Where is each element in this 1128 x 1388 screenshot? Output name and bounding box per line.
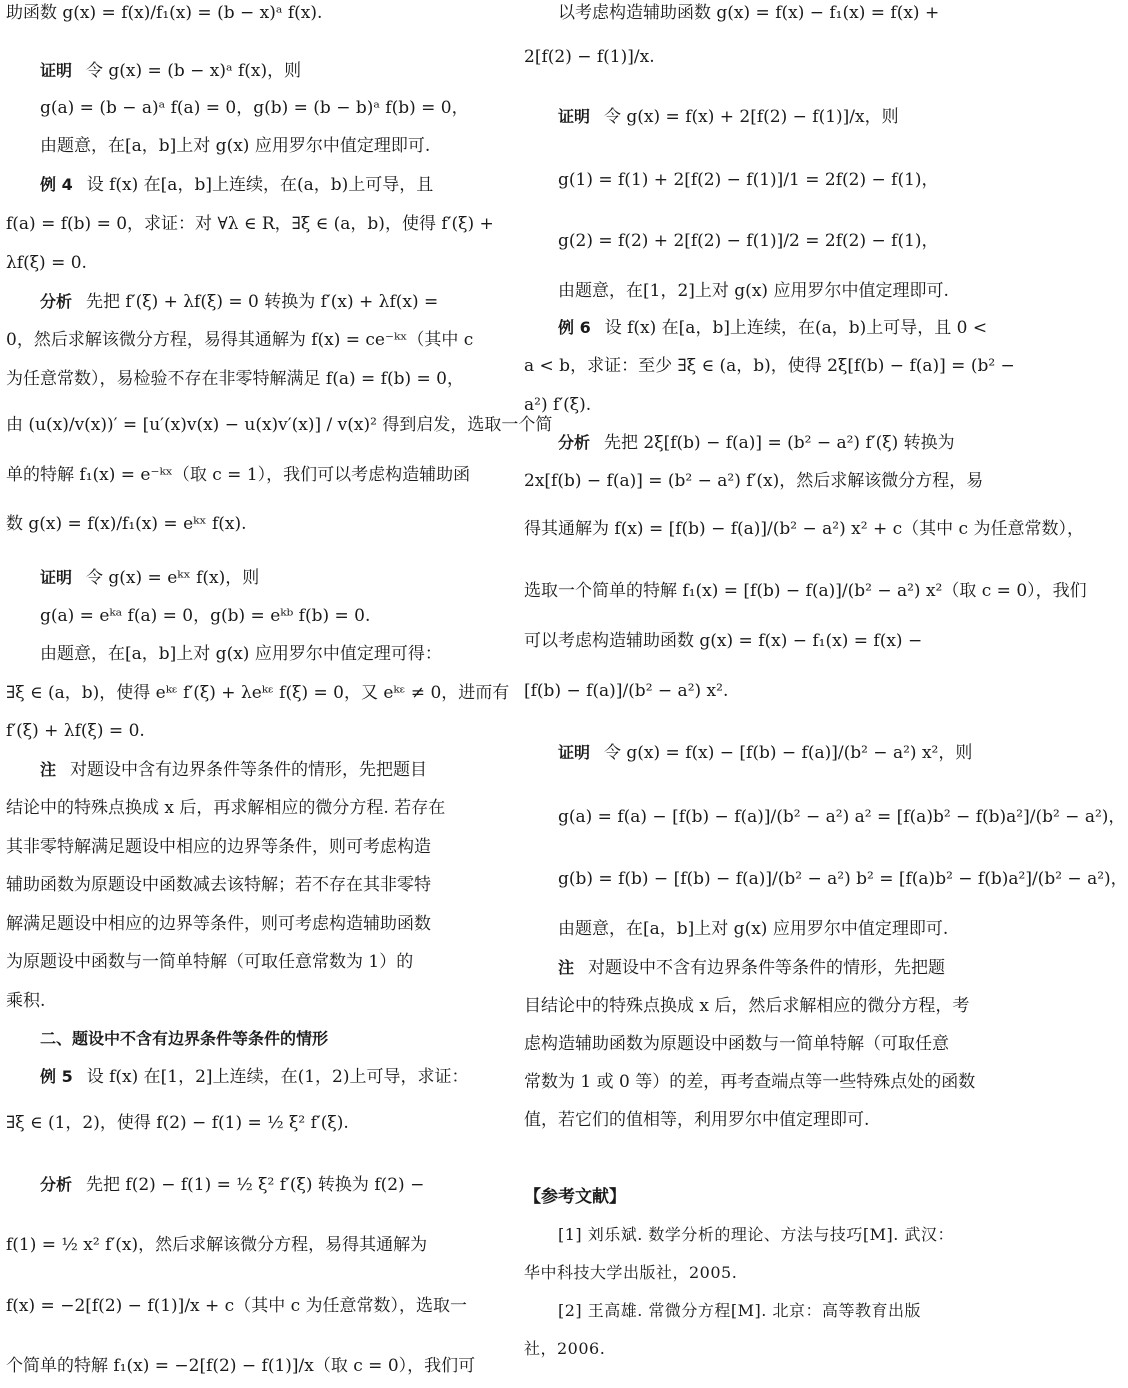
paragraph-text: 由题意，在[a，b]上对 g(x) 应用罗尔中值定理即可. (40, 136, 431, 156)
paragraph-label: 例 5 (40, 1067, 73, 1086)
paragraph-text: 2[f(2) − f(1)]/x. (524, 47, 655, 67)
right-text-line (524, 1184, 996, 1210)
left-text-line (6, 366, 476, 392)
left-text-line (6, 211, 494, 237)
paragraph-text: ∃ξ ∈ (1，2)，使得 f(2) − f(1) = ½ ξ² f′(ξ). (6, 1113, 349, 1133)
paragraph-label: 注 (40, 760, 57, 779)
paragraph-text: 由 (u(x)/v(x))′ = [u′(x)v(x) − u(x)v′(x)] / v(x)² 得到启发，选取一个简 (6, 415, 553, 435)
left-text-line (6, 680, 510, 706)
paragraph-text: a < b，求证：至少 ∃ξ ∈ (a，b)，使得 2ξ[f(b) − f(a)] = (b² − (524, 356, 1015, 376)
right-text-line (524, 804, 1126, 830)
left-text-line (6, 250, 476, 276)
paragraph-text: 以考虑构造辅助函数 g(x) = f(x) − f₁(x) = f(x) + (558, 3, 940, 23)
left-text-line (6, 1110, 476, 1136)
right-text-line (524, 955, 996, 981)
paragraph-label: 分析 (558, 433, 591, 452)
paragraph-text: 可以考虑构造辅助函数 g(x) = f(x) − f₁(x) = f(x) − (524, 631, 923, 651)
left-text-line (6, 795, 476, 821)
paragraph-text: [f(b) − f(a)]/(b² − a²) x². (524, 681, 729, 701)
right-text-line (524, 392, 996, 418)
left-text-line (6, 1064, 476, 1090)
paragraph-text: 目结论中的特殊点换成 x 后，然后求解相应的微分方程，考 (524, 996, 970, 1016)
right-text-line (524, 1336, 996, 1362)
paragraph-text: 对题设中不含有边界条件等条件的情形，先把题 (588, 958, 946, 978)
left-text-line (6, 949, 476, 975)
paragraph-text: 先把 f(2) − f(1) = ½ ξ² f′(ξ) 转换为 f(2) − (86, 1175, 425, 1195)
left-text-line (6, 565, 476, 591)
right-text-line (524, 1031, 996, 1057)
paragraph-text: 为原题设中函数与一简单特解（可取任意常数为 1）的 (6, 952, 414, 972)
left-text-line (6, 1293, 476, 1319)
paragraph-text: 由题意，在[a，b]上对 g(x) 应用罗尔中值定理即可. (558, 919, 949, 939)
references-heading: 【参考文献】 (524, 1187, 626, 1207)
paragraph-text: 由题意，在[a，b]上对 g(x) 应用罗尔中值定理可得： (40, 644, 442, 664)
paragraph-text: 设 f(x) 在[1，2]上连续，在(1，2)上可导，求证： (86, 1067, 469, 1087)
left-text-line (6, 58, 476, 84)
left-text-line (6, 1232, 476, 1258)
paragraph-text: 0，然后求解该微分方程，易得其通解为 f(x) = ce⁻ᵏˣ（其中 c (6, 330, 474, 350)
left-text-line (6, 641, 476, 667)
right-text-line (524, 315, 996, 341)
paragraph-label: 证明 (40, 61, 73, 80)
paragraph-text: 令 g(x) = f(x) − [f(b) − f(a)]/(b² − a²) x²，则 (604, 743, 973, 763)
paragraph-label: 例 4 (40, 175, 73, 194)
left-text-line (6, 1353, 476, 1379)
right-text-line (524, 1260, 996, 1286)
paragraph-label: 证明 (558, 107, 591, 126)
paragraph-text: 结论中的特殊点换成 x 后，再求解相应的微分方程. 若存在 (6, 798, 446, 818)
right-text-line (524, 916, 996, 942)
left-text-line (6, 757, 476, 783)
reference-entry: [1] 刘乐斌. 数学分析的理论、方法与技巧[M]. 武汉： (558, 1225, 954, 1244)
paragraph-text: 设 f(x) 在[a，b]上连续，在(a，b)上可导，且 (86, 175, 434, 195)
paragraph-text: 数 g(x) = f(x)/f₁(x) = eᵏˣ f(x). (6, 514, 247, 534)
right-text-line (524, 468, 996, 494)
left-text-line (6, 462, 476, 488)
paragraph-label: 分析 (40, 292, 73, 311)
paragraph-text: 为任意常数），易检验不存在非零特解满足 f(a) = f(b) = 0， (6, 369, 464, 389)
paragraph-text: f(1) = ½ x² f′(x)，然后求解该微分方程，易得其通解为 (6, 1235, 428, 1255)
left-text-line (6, 872, 476, 898)
left-text-line (6, 988, 476, 1014)
paragraph-text: 令 g(x) = (b − x)ᵃ f(x)，则 (86, 61, 302, 81)
right-text-line (524, 866, 1128, 892)
paragraph-text: 常数为 1 或 0 等）的差，再考查端点等一些特殊点处的函数 (524, 1072, 976, 1092)
paragraph-text: 个简单的特解 f₁(x) = −2[f(2) − f(1)]/x（取 c = 0），我们可 (6, 1356, 476, 1376)
paragraph-label: 分析 (40, 1175, 73, 1194)
paragraph-label: 注 (558, 958, 575, 977)
right-text-line (524, 1069, 996, 1095)
left-text-line (6, 0, 476, 26)
paragraph-text: 由题意，在[1，2]上对 g(x) 应用罗尔中值定理即可. (558, 281, 949, 301)
section-heading: 二、题设中不含有边界条件等条件的情形 (40, 1029, 329, 1048)
paragraph-text: f(x) = −2[f(2) − f(1)]/x + c（其中 c 为任意常数），选取一 (6, 1296, 468, 1316)
right-text-line (524, 0, 996, 26)
paragraph-text: f′(ξ) + λf(ξ) = 0. (6, 721, 145, 741)
paragraph-text: 对题设中含有边界条件等条件的情形，先把题目 (70, 760, 428, 780)
paragraph-text: 设 f(x) 在[a，b]上连续，在(a，b)上可导，且 0 < (604, 318, 988, 338)
paragraph-text: 其非零特解满足题设中相应的边界等条件，则可考虑构造 (6, 837, 431, 857)
reference-entry: 华中科技大学出版社，2005. (524, 1263, 738, 1282)
paragraph-text: a²) f′(ξ). (524, 395, 592, 415)
left-text-line (6, 911, 476, 937)
paragraph-text: 辅助函数为原题设中函数减去该特解；若不存在其非零特 (6, 875, 431, 895)
paragraph-text: 选取一个简单的特解 f₁(x) = [f(b) − f(a)]/(b² − a²) x²（取 c = 0），我们 (524, 581, 1087, 601)
left-text-line (6, 1026, 476, 1052)
paragraph-text: 单的特解 f₁(x) = e⁻ᵏˣ（取 c = 1），我们可以考虑构造辅助函 (6, 465, 471, 485)
paragraph-text: 令 g(x) = eᵏˣ f(x)，则 (86, 568, 260, 588)
paragraph-label: 证明 (558, 743, 591, 762)
paragraph-text: g(a) = f(a) − [f(b) − f(a)]/(b² − a²) a² = [f(a)b² − f(b)a²]/(b² − a²)， (558, 807, 1126, 827)
paragraph-text: 先把 f′(ξ) + λf(ξ) = 0 转换为 f′(x) + λf(x) = (86, 292, 439, 312)
right-text-line (524, 278, 996, 304)
paragraph-text: 助函数 g(x) = f(x)/f₁(x) = (b − x)ᵃ f(x). (6, 3, 323, 23)
left-text-line (6, 603, 476, 629)
paragraph-text: f(a) = f(b) = 0，求证：对 ∀λ ∈ R，∃ξ ∈ (a，b)，使得 f′(ξ) + (6, 214, 494, 234)
paragraph-text: g(2) = f(2) + 2[f(2) − f(1)]/2 = 2f(2) − f(1)， (558, 231, 939, 251)
right-text-line (524, 516, 1084, 542)
right-text-line (524, 44, 996, 70)
paragraph-text: 令 g(x) = f(x) + 2[f(2) − f(1)]/x，则 (604, 107, 899, 127)
right-text-line (524, 167, 996, 193)
right-text-line (524, 1298, 996, 1324)
left-text-line (6, 718, 476, 744)
reference-entry: [2] 王高雄. 常微分方程[M]. 北京：高等教育出版 (558, 1301, 921, 1320)
right-text-line (524, 353, 1015, 379)
paragraph-text: 乘积. (6, 991, 46, 1011)
left-text-line (6, 133, 476, 159)
right-text-line (524, 578, 1087, 604)
left-text-line (6, 172, 476, 198)
paragraph-text: g(b) = f(b) − [f(b) − f(a)]/(b² − a²) b² = [f(a)b² − f(b)a²]/(b² − a²)， (558, 869, 1128, 889)
right-text-line (524, 104, 996, 130)
right-text-line (524, 1107, 996, 1133)
left-text-line (6, 289, 476, 315)
right-text-line (524, 993, 996, 1019)
paragraph-text: 先把 2ξ[f(b) − f(a)] = (b² − a²) f′(ξ) 转换为 (604, 433, 955, 453)
left-text-line (6, 834, 476, 860)
paragraph-text: 解满足题设中相应的边界等条件，则可考虑构造辅助函数 (6, 914, 431, 934)
right-text-line (524, 430, 996, 456)
right-text-line (524, 1222, 996, 1248)
paragraph-text: λf(ξ) = 0. (6, 253, 87, 273)
paragraph-text: g(1) = f(1) + 2[f(2) − f(1)]/1 = 2f(2) − f(1)， (558, 170, 939, 190)
right-text-line (524, 678, 996, 704)
paragraph-text: 得其通解为 f(x) = [f(b) − f(a)]/(b² − a²) x² + c（其中 c 为任意常数）， (524, 519, 1084, 539)
left-text-line (6, 1172, 476, 1198)
left-text-line (6, 412, 553, 438)
paragraph-label: 证明 (40, 568, 73, 587)
paragraph-text: 2x[f(b) − f(a)] = (b² − a²) f′(x)，然后求解该微分方程，易 (524, 471, 984, 491)
left-text-line (6, 511, 476, 537)
paragraph-text: 值，若它们的值相等，利用罗尔中值定理即可. (524, 1110, 870, 1130)
paragraph-text: g(a) = (b − a)ᵃ f(a) = 0，g(b) = (b − b)ᵃ f(b) = 0， (40, 98, 469, 118)
paragraph-text: g(a) = eᵏᵃ f(a) = 0，g(b) = eᵏᵇ f(b) = 0. (40, 606, 371, 626)
left-text-line (6, 327, 476, 353)
reference-entry: 社，2006. (524, 1339, 606, 1358)
paragraph-label: 例 6 (558, 318, 591, 337)
paragraph-text: ∃ξ ∈ (a，b)，使得 eᵏᵋ f′(ξ) + λeᵏᵋ f(ξ) = 0，又 eᵏᵋ ≠ 0，进而有 (6, 683, 510, 703)
right-text-line (524, 228, 996, 254)
paragraph-text: 虑构造辅助函数为原题设中函数与一简单特解（可取任意 (524, 1034, 949, 1054)
right-text-line (524, 740, 996, 766)
left-text-line (6, 95, 476, 121)
right-text-line (524, 628, 996, 654)
